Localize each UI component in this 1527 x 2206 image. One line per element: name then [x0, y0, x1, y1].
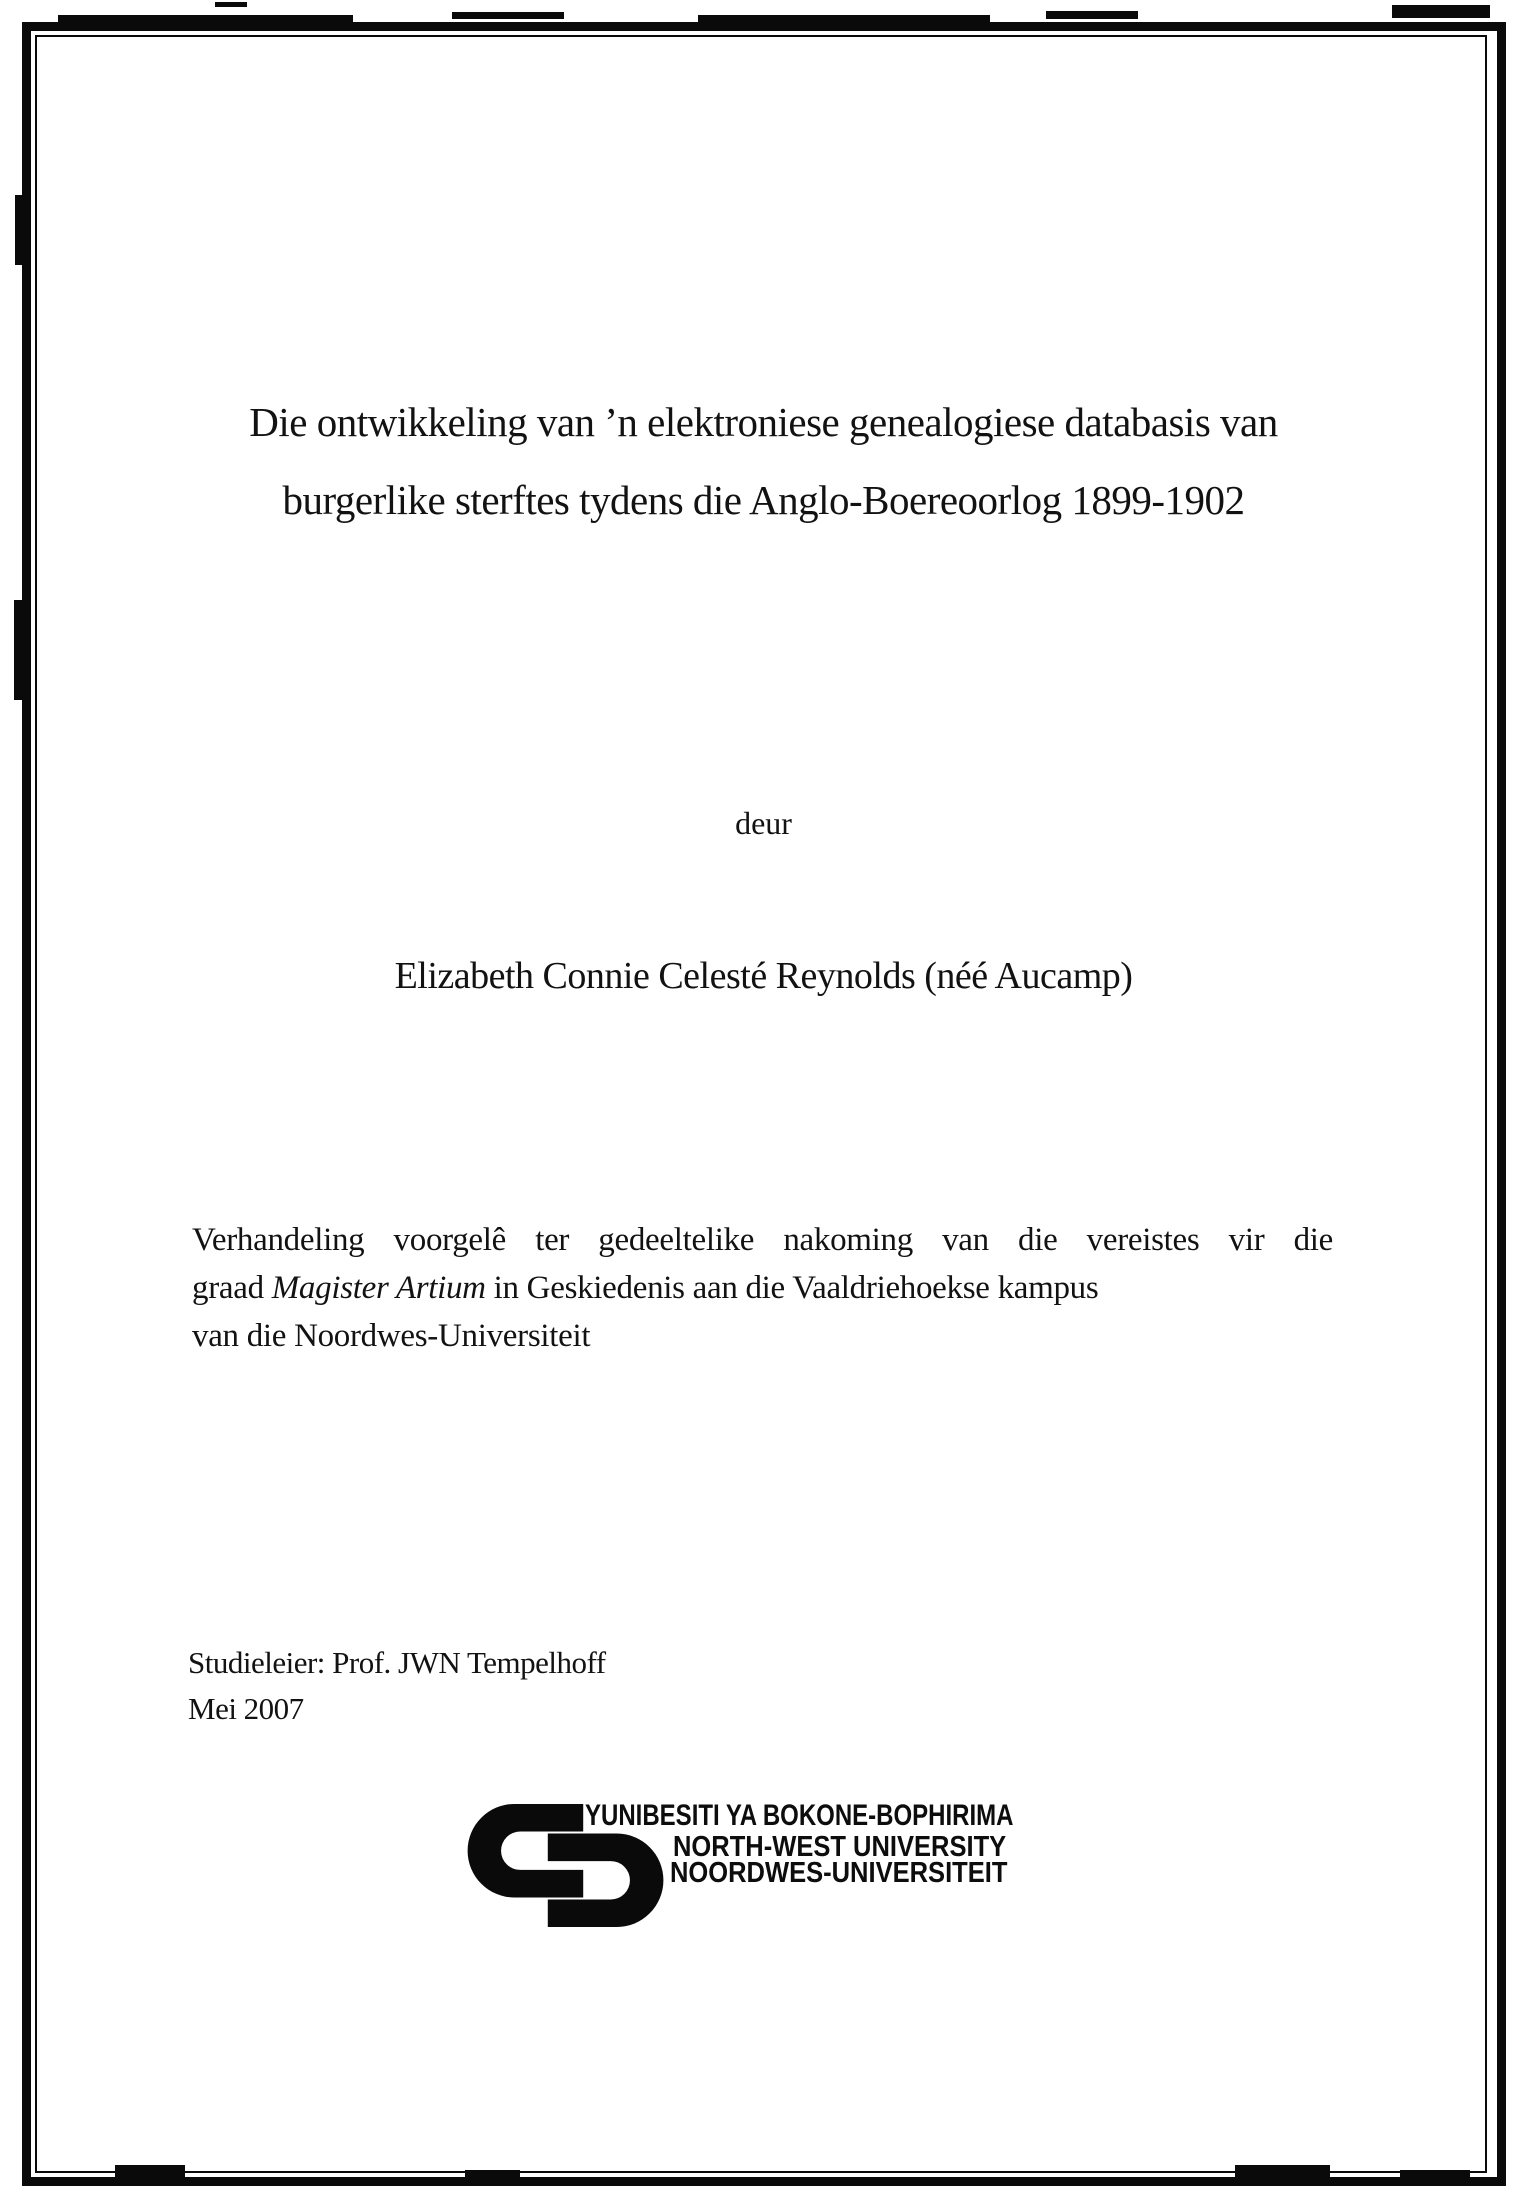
author-name: Elizabeth Connie Celesté Reynolds (néé Aucamp): [394, 955, 1133, 997]
scan-artifact: [215, 2, 247, 7]
scan-artifact: [1400, 2170, 1470, 2181]
scan-artifact: [465, 2170, 520, 2179]
statement-line-2-post: in Geskiedenis aan die Vaaldriehoekse kampus: [485, 1270, 1099, 1306]
university-name-afrikaans: NOORDWES-UNIVERSITEIT: [670, 1857, 1008, 1889]
scan-artifact: [1392, 5, 1490, 18]
supervisor-line: Studieleier: Prof. JWN Tempelhoff: [188, 1645, 606, 1680]
statement-line-2: [192, 1264, 1333, 1312]
scan-artifact: [452, 12, 564, 19]
scan-artifact: [115, 2165, 185, 2177]
thesis-title-line-1: Die ontwikkeling van ’n elektroniese genealogiese databasis van: [249, 399, 1278, 445]
statement-line-1: Verhandeling voorgelê ter gedeeltelike nakoming van die vereistes vir die: [192, 1222, 1333, 1258]
byline-label: deur: [735, 805, 792, 841]
statement-line-2-italic: Magister Artium: [271, 1270, 486, 1306]
scan-artifact: [14, 600, 23, 700]
university-name-setswana: YUNIBESITI YA BOKONE-BOPHIRIMA: [585, 1799, 1014, 1832]
scan-artifact: [1046, 11, 1138, 19]
degree-statement: [192, 1216, 1333, 1360]
scan-artifact: [698, 15, 990, 22]
statement-line-2-pre: graad: [192, 1270, 272, 1306]
statement-line-3: van die Noordwes-Universiteit: [192, 1318, 591, 1354]
date-line: Mei 2007: [188, 1691, 304, 1726]
scan-artifact: [1235, 2165, 1330, 2177]
scan-artifact: [58, 15, 353, 23]
university-name-english: NORTH-WEST UNIVERSITY: [673, 1831, 1007, 1863]
supervisor-block: [188, 1640, 606, 1732]
scan-artifact: [15, 195, 23, 265]
thesis-title-line-2: burgerlike sterftes tydens die Anglo-Boereoorlog 1899-1902: [282, 477, 1245, 523]
